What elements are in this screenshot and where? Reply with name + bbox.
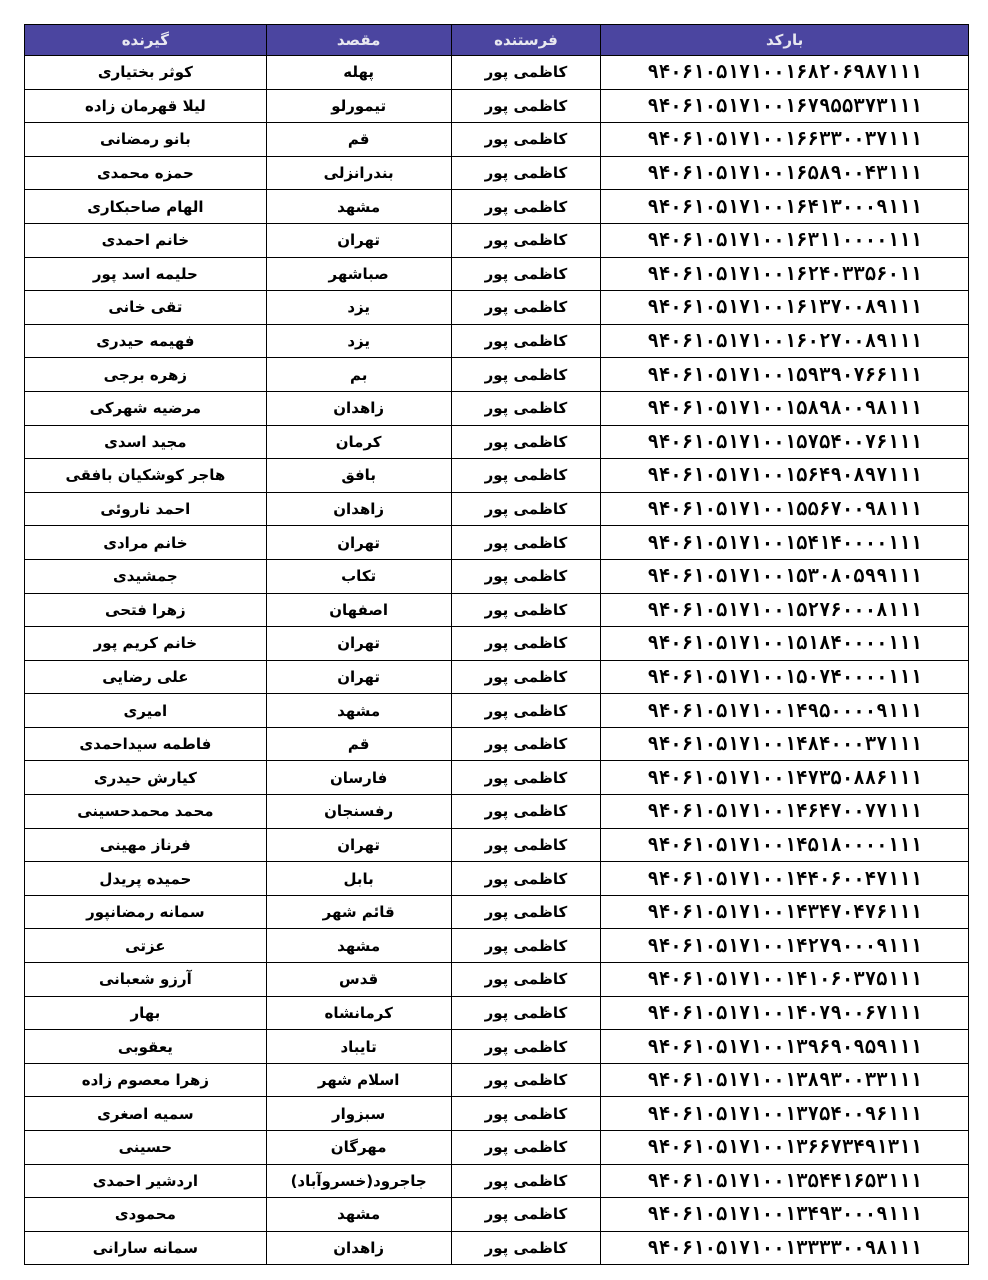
barcode-cell: ۹۴۰۶۱۰۵۱۷۱۰۰۱۴۸۴۰۰۰۳۷۱۱۱ [601,727,969,761]
table-row [25,1231,969,1265]
sender-cell: کاظمی پور [451,358,601,392]
destination-cell: تیمورلو [266,89,451,123]
receiver-cell: سمانه سارانی [25,1231,267,1265]
receiver-cell: علی رضایی [25,660,267,694]
barcode-cell: ۹۴۰۶۱۰۵۱۷۱۰۰۱۴۷۳۵۰۸۸۶۱۱۱ [601,761,969,795]
receiver-cell: فهیمه حیدری [25,324,267,358]
receiver-cell: بانو رمضانی [25,123,267,157]
barcode-cell: ۹۴۰۶۱۰۵۱۷۱۰۰۱۵۲۷۶۰۰۰۸۱۱۱ [601,593,969,627]
sender-cell: کاظمی پور [451,1164,601,1198]
barcode-cell: ۹۴۰۶۱۰۵۱۷۱۰۰۱۳۴۹۳۰۰۰۹۱۱۱ [601,1198,969,1232]
table-row [25,89,969,123]
destination-cell: کرمان [266,425,451,459]
sender-cell: کاظمی پور [451,828,601,862]
receiver-cell: آرزو شعبانی [25,963,267,997]
sender-cell: کاظمی پور [451,996,601,1030]
destination-cell: کرمانشاه [266,996,451,1030]
receiver-cell: سمانه رمضانپور [25,895,267,929]
receiver-cell: مرضیه شهرکی [25,391,267,425]
table-row [25,391,969,425]
destination-cell: مشهد [266,190,451,224]
receiver-cell: حلیمه اسد پور [25,257,267,291]
destination-cell: مشهد [266,929,451,963]
barcode-cell: ۹۴۰۶۱۰۵۱۷۱۰۰۱۳۵۴۴۱۶۵۳۱۱۱ [601,1164,969,1198]
header-row [25,25,969,56]
table-row [25,156,969,190]
barcode-cell: ۹۴۰۶۱۰۵۱۷۱۰۰۱۶۱۳۷۰۰۸۹۱۱۱ [601,291,969,325]
receiver-cell: سمیه اصغری [25,1097,267,1131]
table-row [25,1164,969,1198]
barcode-cell: ۹۴۰۶۱۰۵۱۷۱۰۰۱۶۳۱۱۰۰۰۰۱۱۱ [601,223,969,257]
table-row [25,425,969,459]
table-row [25,324,969,358]
sender-cell: کاظمی پور [451,223,601,257]
sender-cell: کاظمی پور [451,89,601,123]
barcode-cell: ۹۴۰۶۱۰۵۱۷۱۰۰۱۶۰۲۷۰۰۸۹۱۱۱ [601,324,969,358]
table-row [25,190,969,224]
sender-cell: کاظمی پور [451,963,601,997]
sender-cell: کاظمی پور [451,190,601,224]
receiver-cell: فرناز مهینی [25,828,267,862]
receiver-cell: حمزه محمدی [25,156,267,190]
table-row [25,291,969,325]
barcode-cell: ۹۴۰۶۱۰۵۱۷۱۰۰۱۵۸۹۸۰۰۹۸۱۱۱ [601,391,969,425]
table-row [25,56,969,90]
receiver-cell: خانم کریم پور [25,627,267,661]
table-body [25,56,969,1265]
sender-cell: کاظمی پور [451,795,601,829]
receiver-cell: کیارش حیدری [25,761,267,795]
sender-cell: کاظمی پور [451,459,601,493]
receiver-cell: کوثر بختیاری [25,56,267,90]
destination-cell: زاهدان [266,1231,451,1265]
table-row [25,694,969,728]
receiver-cell: محمودی [25,1198,267,1232]
destination-cell: قدس [266,963,451,997]
receiver-cell: زهرا معصوم زاده [25,1063,267,1097]
barcode-cell: ۹۴۰۶۱۰۵۱۷۱۰۰۱۵۵۶۷۰۰۹۸۱۱۱ [601,492,969,526]
destination-cell: بم [266,358,451,392]
barcode-cell: ۹۴۰۶۱۰۵۱۷۱۰۰۱۳۷۵۴۰۰۹۶۱۱۱ [601,1097,969,1131]
sender-cell: کاظمی پور [451,391,601,425]
receiver-cell: زهرا فتحی [25,593,267,627]
barcode-cell: ۹۴۰۶۱۰۵۱۷۱۰۰۱۳۸۹۳۰۰۳۳۱۱۱ [601,1063,969,1097]
barcode-cell: ۹۴۰۶۱۰۵۱۷۱۰۰۱۴۳۴۷۰۴۷۶۱۱۱ [601,895,969,929]
barcode-cell: ۹۴۰۶۱۰۵۱۷۱۰۰۱۵۴۱۴۰۰۰۰۱۱۱ [601,526,969,560]
table-header [25,25,969,56]
table-row [25,559,969,593]
sender-cell: کاظمی پور [451,660,601,694]
destination-cell: سبزوار [266,1097,451,1131]
barcode-cell: ۹۴۰۶۱۰۵۱۷۱۰۰۱۵۹۳۹۰۷۶۶۱۱۱ [601,358,969,392]
table-row [25,761,969,795]
sender-cell: کاظمی پور [451,1198,601,1232]
destination-cell: زاهدان [266,391,451,425]
sender-cell: کاظمی پور [451,627,601,661]
barcode-cell: ۹۴۰۶۱۰۵۱۷۱۰۰۱۴۱۰۶۰۳۷۵۱۱۱ [601,963,969,997]
receiver-cell: یعقوبی [25,1030,267,1064]
header-receiver: گیرنده [25,25,267,56]
sender-cell: کاظمی پور [451,1030,601,1064]
sender-cell: کاظمی پور [451,257,601,291]
destination-cell: قائم شهر [266,895,451,929]
barcode-cell: ۹۴۰۶۱۰۵۱۷۱۰۰۱۴۵۱۸۰۰۰۰۱۱۱ [601,828,969,862]
sender-cell: کاظمی پور [451,156,601,190]
destination-cell: بندرانزلی [266,156,451,190]
sender-cell: کاظمی پور [451,727,601,761]
barcode-cell: ۹۴۰۶۱۰۵۱۷۱۰۰۱۶۵۸۹۰۰۴۳۱۱۱ [601,156,969,190]
barcode-cell: ۹۴۰۶۱۰۵۱۷۱۰۰۱۳۶۶۷۳۴۹۱۳۱۱ [601,1131,969,1165]
destination-cell: تکاب [266,559,451,593]
table-row [25,660,969,694]
sender-cell: کاظمی پور [451,123,601,157]
destination-cell: قم [266,727,451,761]
receiver-cell: احمد ناروئی [25,492,267,526]
header-barcode: بارکد [601,25,969,56]
barcode-cell: ۹۴۰۶۱۰۵۱۷۱۰۰۱۵۳۰۸۰۵۹۹۱۱۱ [601,559,969,593]
destination-cell: فارسان [266,761,451,795]
sender-cell: کاظمی پور [451,1131,601,1165]
table-row [25,828,969,862]
destination-cell: تهران [266,223,451,257]
barcode-cell: ۹۴۰۶۱۰۵۱۷۱۰۰۱۴۲۷۹۰۰۰۹۱۱۱ [601,929,969,963]
barcode-cell: ۹۴۰۶۱۰۵۱۷۱۰۰۱۴۰۷۹۰۰۶۷۱۱۱ [601,996,969,1030]
sender-cell: کاظمی پور [451,291,601,325]
receiver-cell: لیلا قهرمان زاده [25,89,267,123]
barcode-cell: ۹۴۰۶۱۰۵۱۷۱۰۰۱۶۲۴۰۳۳۵۶۰۱۱ [601,257,969,291]
destination-cell: رفسنجان [266,795,451,829]
sender-cell: کاظمی پور [451,1231,601,1265]
table-row [25,1131,969,1165]
table-row [25,1030,969,1064]
destination-cell: تایباد [266,1030,451,1064]
table-row [25,1097,969,1131]
receiver-cell: محمد محمدحسینی [25,795,267,829]
destination-cell: تهران [266,526,451,560]
table-row [25,492,969,526]
barcode-cell: ۹۴۰۶۱۰۵۱۷۱۰۰۱۶۸۲۰۶۹۸۷۱۱۱ [601,56,969,90]
table-row [25,526,969,560]
destination-cell: جاجرود(خسروآباد) [266,1164,451,1198]
sender-cell: کاظمی پور [451,593,601,627]
destination-cell: صباشهر [266,257,451,291]
table-row [25,123,969,157]
header-sender: فرستنده [451,25,601,56]
sender-cell: کاظمی پور [451,895,601,929]
destination-cell: تهران [266,627,451,661]
sender-cell: کاظمی پور [451,862,601,896]
destination-cell: پهله [266,56,451,90]
destination-cell: مشهد [266,1198,451,1232]
table-row [25,727,969,761]
table-row [25,1198,969,1232]
barcode-cell: ۹۴۰۶۱۰۵۱۷۱۰۰۱۵۱۸۴۰۰۰۰۱۱۱ [601,627,969,661]
receiver-cell: الهام صاحبکاری [25,190,267,224]
destination-cell: اصفهان [266,593,451,627]
table-row [25,223,969,257]
shipment-table [24,24,969,1265]
barcode-cell: ۹۴۰۶۱۰۵۱۷۱۰۰۱۶۴۱۳۰۰۰۹۱۱۱ [601,190,969,224]
sender-cell: کاظمی پور [451,526,601,560]
destination-cell: قم [266,123,451,157]
sender-cell: کاظمی پور [451,492,601,526]
barcode-cell: ۹۴۰۶۱۰۵۱۷۱۰۰۱۳۹۶۹۰۹۵۹۱۱۱ [601,1030,969,1064]
receiver-cell: امیری [25,694,267,728]
table-row [25,1063,969,1097]
table-row [25,257,969,291]
destination-cell: بافق [266,459,451,493]
destination-cell: یزد [266,324,451,358]
receiver-cell: تقی خانی [25,291,267,325]
barcode-cell: ۹۴۰۶۱۰۵۱۷۱۰۰۱۶۶۳۳۰۰۳۷۱۱۱ [601,123,969,157]
receiver-cell: جمشیدی [25,559,267,593]
sender-cell: کاظمی پور [451,324,601,358]
destination-cell: مهرگان [266,1131,451,1165]
destination-cell: مشهد [266,694,451,728]
barcode-cell: ۹۴۰۶۱۰۵۱۷۱۰۰۱۴۶۴۷۰۰۷۷۱۱۱ [601,795,969,829]
header-destination: مقصد [266,25,451,56]
receiver-cell: اردشیر احمدی [25,1164,267,1198]
sender-cell: کاظمی پور [451,559,601,593]
table-row [25,358,969,392]
table-row [25,929,969,963]
receiver-cell: فاطمه سیداحمدی [25,727,267,761]
receiver-cell: زهره برجی [25,358,267,392]
table-row [25,963,969,997]
table-row [25,895,969,929]
destination-cell: زاهدان [266,492,451,526]
receiver-cell: بهار [25,996,267,1030]
table-row [25,627,969,661]
destination-cell: اسلام شهر [266,1063,451,1097]
sender-cell: کاظمی پور [451,425,601,459]
barcode-cell: ۹۴۰۶۱۰۵۱۷۱۰۰۱۵۶۴۹۰۸۹۷۱۱۱ [601,459,969,493]
receiver-cell: مجید اسدی [25,425,267,459]
barcode-cell: ۹۴۰۶۱۰۵۱۷۱۰۰۱۵۰۷۴۰۰۰۰۱۱۱ [601,660,969,694]
barcode-cell: ۹۴۰۶۱۰۵۱۷۱۰۰۱۳۳۳۳۰۰۹۸۱۱۱ [601,1231,969,1265]
receiver-cell: خانم مرادی [25,526,267,560]
sender-cell: کاظمی پور [451,1097,601,1131]
table-row [25,795,969,829]
receiver-cell: حمیده پریدل [25,862,267,896]
receiver-cell: خانم احمدی [25,223,267,257]
destination-cell: تهران [266,660,451,694]
table-row [25,996,969,1030]
destination-cell: تهران [266,828,451,862]
sender-cell: کاظمی پور [451,929,601,963]
receiver-cell: حسینی [25,1131,267,1165]
table-row [25,862,969,896]
barcode-cell: ۹۴۰۶۱۰۵۱۷۱۰۰۱۶۷۹۵۵۳۷۳۱۱۱ [601,89,969,123]
sender-cell: کاظمی پور [451,694,601,728]
barcode-cell: ۹۴۰۶۱۰۵۱۷۱۰۰۱۴۹۵۰۰۰۰۹۱۱۱ [601,694,969,728]
sender-cell: کاظمی پور [451,56,601,90]
table-row [25,459,969,493]
destination-cell: بابل [266,862,451,896]
sender-cell: کاظمی پور [451,1063,601,1097]
sender-cell: کاظمی پور [451,761,601,795]
table-row [25,593,969,627]
barcode-cell: ۹۴۰۶۱۰۵۱۷۱۰۰۱۴۴۰۶۰۰۴۷۱۱۱ [601,862,969,896]
barcode-cell: ۹۴۰۶۱۰۵۱۷۱۰۰۱۵۷۵۴۰۰۷۶۱۱۱ [601,425,969,459]
receiver-cell: عزتی [25,929,267,963]
receiver-cell: هاجر کوشکیان بافقی [25,459,267,493]
destination-cell: یزد [266,291,451,325]
